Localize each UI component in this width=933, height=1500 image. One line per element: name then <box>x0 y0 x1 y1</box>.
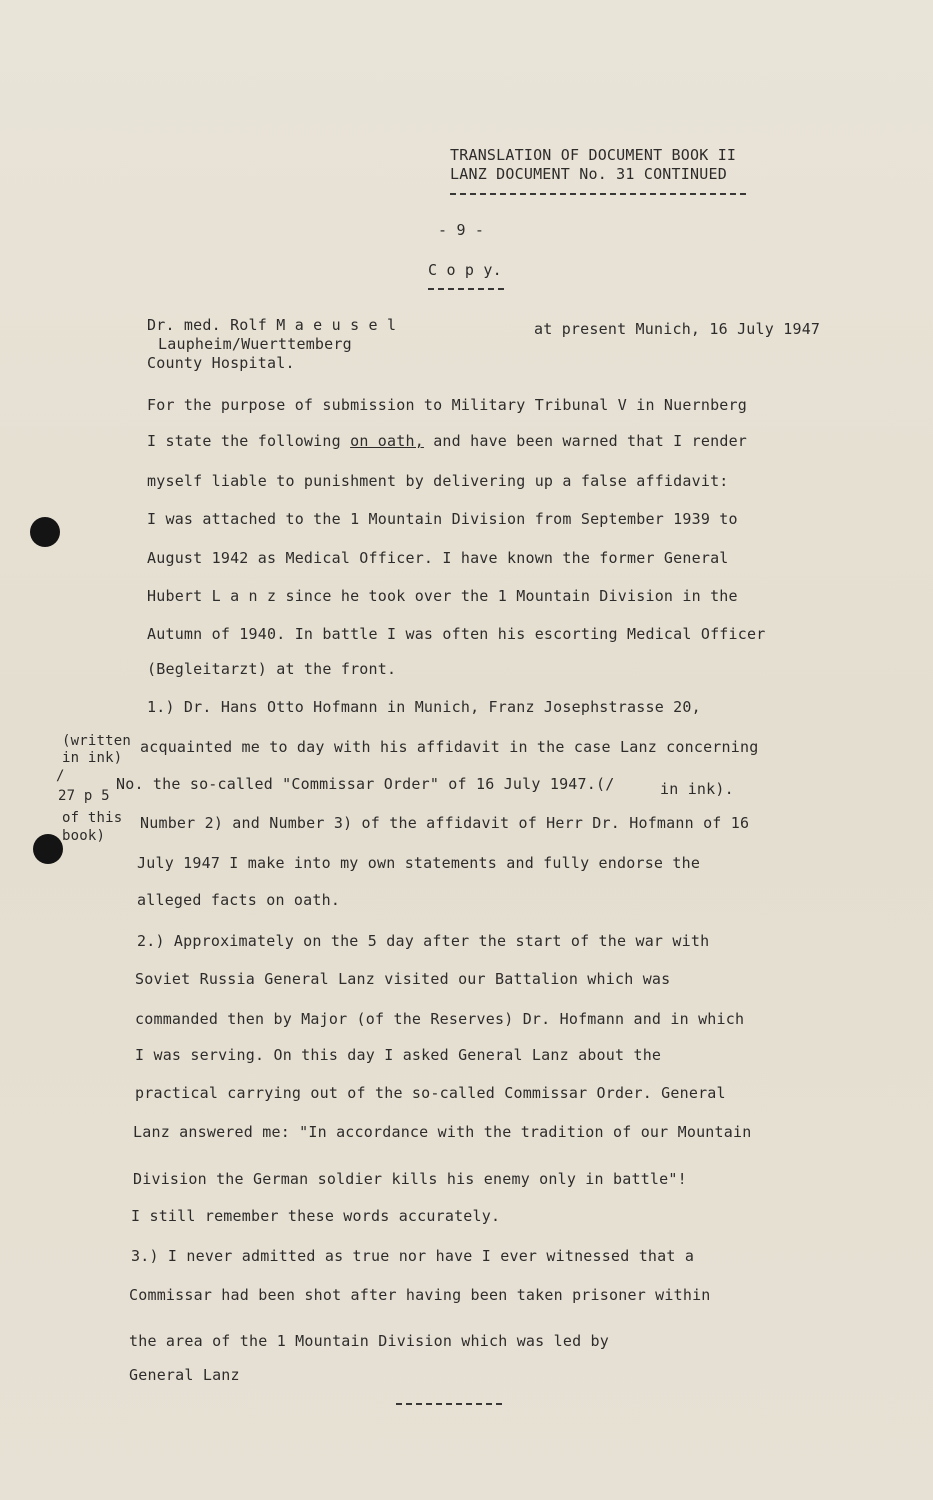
body-line: 1.) Dr. Hans Otto Hofmann in Munich, Franz Josephstrasse 20, <box>147 698 701 716</box>
punch-hole-top <box>30 517 60 547</box>
body-line <box>147 432 747 450</box>
body-line: I still remember these words accurately. <box>131 1207 501 1225</box>
closing-rule <box>396 1403 502 1405</box>
body-line: Autumn of 1940. In battle I was often his escorting Medical Officer <box>147 625 766 643</box>
punch-hole-bottom <box>33 834 63 864</box>
body-line: Number 2) and Number 3) of the affidavit of Herr Dr. Hofmann of 16 <box>140 814 750 832</box>
body-line: acquainted me to day with his affidavit in the case Lanz concerning <box>140 738 759 756</box>
author-hospital: County Hospital. <box>147 354 295 372</box>
underlined-text: on oath, <box>350 432 424 450</box>
body-line: myself liable to punishment by delivering up a false affidavit: <box>147 472 729 490</box>
body-line: July 1947 I make into my own statements and fully endorse the <box>137 854 701 872</box>
body-line: Hubert L a n z since he took over the 1 Mountain Division in the <box>147 587 738 605</box>
body-line: Soviet Russia General Lanz visited our Battalion which was <box>135 970 671 988</box>
body-line: I was serving. On this day I asked General Lanz about the <box>135 1046 662 1064</box>
body-line: Commissar had been shot after having been taken prisoner within <box>129 1286 711 1304</box>
body-line: 3.) I never admitted as true nor have I ever witnessed that a <box>131 1247 695 1265</box>
body-line: Division the German soldier kills his enemy only in battle"! <box>133 1170 687 1188</box>
page-number: - 9 - <box>438 221 485 239</box>
margin-note-book: book) <box>62 828 106 844</box>
margin-note-slash: / <box>56 768 65 784</box>
body-text: I state the following <box>147 432 341 450</box>
margin-note-ref: 27 p 5 <box>58 788 110 804</box>
body-line: (Begleitarzt) at the front. <box>147 660 397 678</box>
body-line: commanded then by Major (of the Reserves) Dr. Hofmann and in which <box>135 1010 745 1028</box>
body-line: I was attached to the 1 Mountain Division from September 1939 to <box>147 510 738 528</box>
author-location: Laupheim/Wuerttemberg <box>158 335 352 353</box>
body-line: 2.) Approximately on the 5 day after the start of the war with <box>137 932 710 950</box>
header-line-1: TRANSLATION OF DOCUMENT BOOK II <box>450 146 737 164</box>
header-rule <box>450 193 746 195</box>
body-line: practical carrying out of the so-called Commissar Order. General <box>135 1084 726 1102</box>
body-line: General Lanz <box>129 1366 240 1384</box>
body-line: Lanz answered me: "In accordance with the tradition of our Mountain <box>133 1123 752 1141</box>
margin-note-in-ink: in ink) <box>62 750 123 766</box>
body-line: August 1942 as Medical Officer. I have known the former General <box>147 549 729 567</box>
body-line: alleged facts on oath. <box>137 891 341 909</box>
margin-note-of-this: of this <box>62 810 123 826</box>
author-name: Dr. med. Rolf M a e u s e l <box>147 316 397 334</box>
body-text: and have been warned that I render <box>433 432 748 450</box>
header-line-2: LANZ DOCUMENT No. 31 CONTINUED <box>450 165 727 183</box>
ink-note: in ink). <box>660 780 734 798</box>
dateline: at present Munich, 16 July 1947 <box>534 320 821 338</box>
copy-rule <box>428 288 504 290</box>
body-line: No. the so-called "Commissar Order" of 16 July 1947.(/ <box>116 775 615 793</box>
copy-label: C o p y. <box>428 261 502 279</box>
body-line: the area of the 1 Mountain Division which was led by <box>129 1332 609 1350</box>
body-line: For the purpose of submission to Military Tribunal V in Nuernberg <box>147 396 747 414</box>
margin-note-written: (written <box>62 733 132 749</box>
